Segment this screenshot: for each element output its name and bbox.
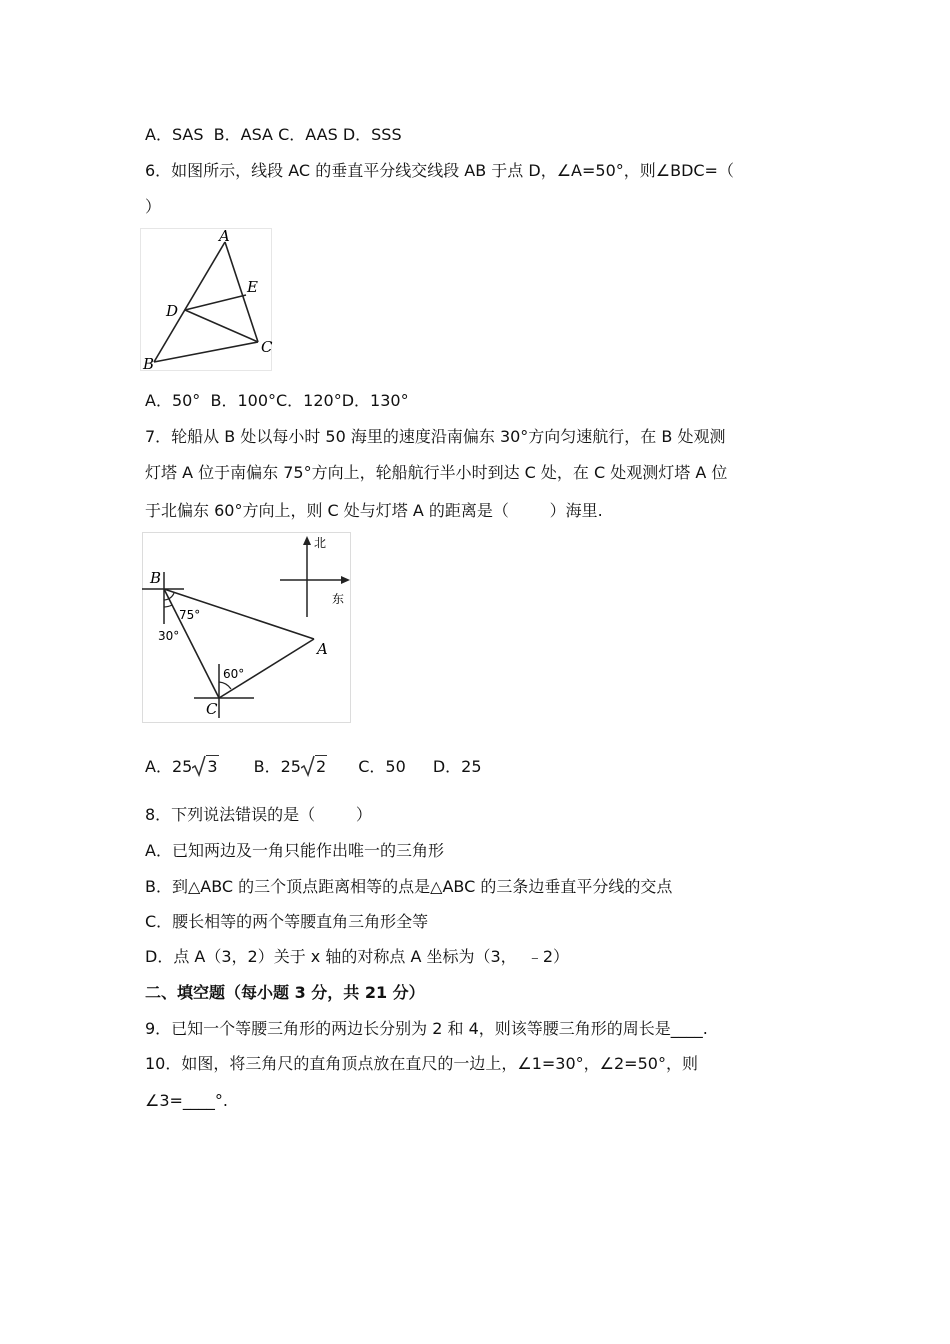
q6-label-d: D	[166, 302, 179, 320]
q7-option-a-prefix: A．25	[145, 757, 193, 776]
q7-stem-line2: 灯塔 A 位于南偏东 75°方向上，轮船航行半小时到达 C 处，在 C 处观测灯塔 A 位	[145, 463, 728, 482]
q7-label-east: 东	[332, 592, 345, 606]
q7-label-angle60: 60°	[223, 667, 245, 681]
q7-option-a-radicand: 3	[207, 757, 218, 776]
q8-option-a: A．已知两边及一角只能作出唯一的三角形	[145, 841, 444, 860]
q7-label-north: 北	[314, 536, 327, 550]
radical-sign-icon	[192, 755, 206, 777]
q7-option-a	[145, 755, 219, 778]
q7-options	[145, 755, 482, 778]
q6-label-e: E	[247, 278, 258, 296]
q7-option-b	[254, 755, 328, 778]
q5-options: A．SAS B．ASA C．AAS D．SSS	[145, 125, 402, 144]
q7-option-b-radicand: 2	[315, 757, 327, 776]
q6-options: A．50° B．100°C．120°D．130°	[145, 391, 409, 410]
q7-option-c: C．50	[358, 757, 406, 776]
q7-option-d: D．25	[432, 757, 482, 776]
q7-label-angle75: 75°	[179, 608, 201, 622]
q8-stem: 8．下列说法错误的是（ ）	[145, 805, 372, 824]
sqrt-icon	[301, 755, 327, 778]
q7-label-b: B	[150, 569, 162, 587]
radical-sign-icon	[301, 755, 315, 777]
q6-label-b: B	[143, 355, 155, 373]
q9-stem: 9．已知一个等腰三角形的两边长分别为 2 和 4，则该等腰三角形的周长是____.	[145, 1019, 708, 1038]
q7-label-angle30: 30°	[158, 629, 180, 643]
q7-label-a: A	[317, 640, 328, 658]
q8-option-d: D．点 A（3，2）关于 x 轴的对称点 A 坐标为（3， ﹣2）	[145, 947, 570, 966]
q7-label-c: C	[206, 700, 218, 718]
q7-navigation-figure	[142, 532, 354, 727]
q6-label-a: A	[219, 228, 230, 245]
q6-stem-line1: 6．如图所示，线段 AC 的垂直平分线交线段 AB 于点 D，∠A=50°，则∠BDC=（	[145, 161, 734, 180]
q8-option-c: C．腰长相等的两个等腰直角三角形全等	[145, 912, 429, 931]
q7-stem-line3: 于北偏东 60°方向上，则 C 处与灯塔 A 的距离是（ ）海里.	[145, 501, 603, 520]
q10-stem-line1: 10．如图，将三角尺的直角顶点放在直尺的一边上，∠1=30°，∠2=50°，则	[145, 1054, 698, 1073]
q7-option-b-prefix: B．25	[253, 757, 301, 776]
q10-stem-line2: ∠3=____°.	[145, 1091, 229, 1110]
section2-heading: 二、填空题（每小题 3 分，共 21 分）	[145, 983, 425, 1002]
sqrt-icon	[192, 755, 218, 778]
q6-label-c: C	[261, 338, 273, 356]
q8-option-b: B．到△ABC 的三个顶点距离相等的点是△ABC 的三条边垂直平分线的交点	[145, 877, 673, 896]
q6-stem-line2: ）	[145, 197, 162, 216]
q6-triangle-figure	[140, 228, 275, 373]
q7-stem-line1: 7．轮船从 B 处以每小时 50 海里的速度沿南偏东 30°方向匀速航行，在 B 处观测	[145, 427, 726, 446]
